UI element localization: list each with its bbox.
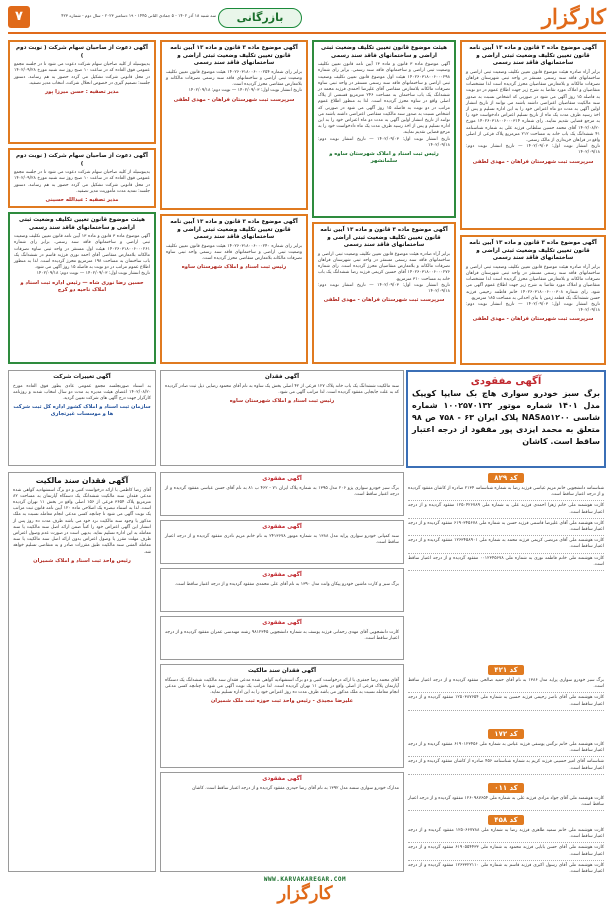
list-item: برگ سبز خودرو سواری پراید مدل ۱۳۸۶ به نام آقای حمید صالحی مفقود گردیده و از درجه اعتبار ساقط است. — [408, 677, 604, 693]
ad-registry-farahan-1 — [460, 40, 606, 230]
ad-title: هیئت موضوع قانون تعیین تکلیف وضعیت ثبتی اراضی و ساختمانهای فاقد سند رسمی — [321, 45, 447, 59]
footer-logo: کارگزار — [277, 883, 333, 904]
newspaper-logo: کارگزار — [541, 4, 606, 29]
ad-signature: سرپرست ثبت شهرستان فراهان - مهدی لطفی — [472, 316, 594, 323]
ad-title: آگهی مفقودی — [262, 524, 302, 530]
ad-title: آگهی فقدان — [264, 374, 300, 380]
list-item: کارت هوشمند ملی خانم فاطمه نوری به شماره ملی ۰۰۱۲۳۴۵۶۷۸ مفقود گردیده و از درجه اعتبار ساقط است. — [408, 555, 604, 571]
ad-lost-6 — [160, 772, 404, 872]
ad-body: کارت دانشجویی آقای مهدی رحمانی فرزند یوسف به شماره دانشجویی ۹۸۱۲۳۴۵ رشته مهندسی عمران مفقود گردیده و از درجه اعتبار ساقط است. — [165, 629, 399, 641]
ad-shareholders-1 — [8, 40, 156, 144]
ad-body: برابر آراء صادره هیئت موضوع قانون تعیین تکلیف وضعیت ثبتی اراضی و ساختمانهای فاقد سند رسمی مستقر در واحد ثبتی شهرستان فراهان تصرفات مالکانه و بلامعارض متقاضیان محرز گردیده است. رای شماره ۱۴۰۲۶۰۳۱۸۰۰۶۰۰۰۲۷۶ آقای حسین کریمی فرزند رضا ششدانگ یک باب خانه به مساحت ۳۱۰ مترمربع. — [318, 251, 450, 282]
ad-title: آگهی مفقودی — [262, 572, 302, 578]
list-item: کارت هوشمند ملی خانم زهرا احمدی فرزند علی به شماره ملی ۱۲۵۰۴۲۶۷۸۹ مفقود گردیده و از درجه اعتبار ساقط است. — [408, 502, 604, 518]
ad-dates: تاریخ انتشار نوبت اول: ۱۴۰۲/۰۹/۰۳ — نوبت دوم: ۱۴۰۲/۰۹/۱۸ — [188, 88, 302, 94]
ad-title: هیئت موضوع قانون تعیین تکلیف وضعیت ثبتی اراضی و ساختمانهای فاقد سند رسمی — [19, 217, 145, 231]
list-item: کارت هوشمند ملی آقای مرتضی کریمی فرزند محمد به شماره ملی ۱۲۶۳۴۵۸۹۰۱ مفقود گردیده و از درجه اعتبار ساقط است. — [408, 537, 604, 553]
ad-title: آگهی مفقودی — [262, 776, 302, 782]
ad-body: آقای محمد رضا جعفری با ارائه درخواست کتبی و دو برگ استشهادیه گواهی شده مدعی فقدان سند مالکیت ششدانگ یک دستگاه آپارتمان پلاک فرعی از اصلی واقع در بخش ۱۱ تهران گردیده است. لذا مراتب یک نوبت آگهی می شود تا چنانچه کسی مدعی انجام معامله نسبت به ملک مذکور می باشد ظرف مدت ده روز اعتراض خود را به این اداره تسلیم نماید. — [165, 677, 399, 695]
list-item: کارت هوشمند ملی آقای جواد مرادی فرزند علی به شماره ملی ۱۲۶۰۹۸۷۶۵۴ مفقود گردیده و از درجه اعتبار ساقط است. — [408, 795, 604, 811]
list-item: کارت هوشمند ملی آقای علیرضا قاسمی فرزند حسن به شماره ملی ۶۱۹۰۳۴۵۶۷۸ مفقود گردیده و از درجه اعتبار ساقط است. — [408, 520, 604, 536]
ad-title: آگهی موضوع ماده ۳ قانون و ماده ۱۳ آیین نامه قانون تعیین تکلیف وضعیت ثبتی اراضی و ساختمانهای فاقد سند رسمی — [469, 45, 597, 67]
code-list-172 — [406, 728, 606, 780]
ad-dates: تاریخ انتشار نوبت اول: ۱۴۰۲/۰۹/۰۳ — تاریخ انتشار نوبت دوم: ۱۴۰۲/۰۹/۱۸ — [466, 302, 600, 314]
ad-dates: تاریخ انتشار نوبت اول: ۱۴۰۲/۰۹/۰۳ — تاریخ انتشار نوبت دوم: ۱۴۰۲/۰۹/۱۸ — [318, 282, 450, 294]
ad-lost-car-kashan — [406, 370, 606, 468]
code-badge: کد ۸۲۹ — [488, 473, 524, 483]
ad-title: آگهی دعوت از صاحبان سهام شرکت ( نوبت دوم ) — [16, 45, 148, 59]
ad-signature: مدیر تصفیه : حسن میرزا پور — [45, 89, 119, 95]
ad-body: سند کمپانی خودرو سواری پراید مدل ۱۳۸۸ به شماره موتور ۲۴۱۳۶۷۸ به نام خانم مریم نادری مفقود گردیده و از درجه اعتبار ساقط است. — [165, 533, 399, 545]
list-item: کارت هوشمند ملی خانم نرگس یوسفی فرزند عباس به شماره ملی ۶۱۹۰۱۲۳۴۵۶ مفقود گردیده و از درجه اعتبار ساقط است. — [408, 741, 604, 757]
ad-body: آقای رضا کاظمی با ارائه درخواست کتبی و دو برگ استشهادیه گواهی شده مدعی فقدان سند مالکیت ششدانگ یک دستگاه آپارتمان به مساحت ۸۲ مترمربع پلاک ۳۶۵۴ فرعی از ۱۵۶ اصلی واقع در بخش ۱۱ تهران گردیده است. لذا به استناد تبصره یک اصلاحی ماده ۱۲۰ آیین نامه قانون ثبت مراتب یک نوبت آگهی می شود تا چنانچه کسی مدعی انجام معامله نسبت به ملک مذکور یا وجود سند مالکیت نزد خود می باشد ظرف مدت ده روز پس از انتشار این آگهی اعتراض خود را کتباً ضمن ارائه اصل سند مالکیت یا سند معامله به این اداره تسلیم نماید. بدیهی است در صورت عدم وصول اعتراض ظرف مهلت مقرر یا وصول اعتراض بدون ارائه اصل سند مالکیت یا سند معامله المثنی سند مالکیت طبق مقررات صادر و به متقاضی تسلیم خواهد شد. — [13, 487, 152, 555]
ad-signature: سرپرست ثبت شهرستان فراهان - مهدی لطفی — [173, 96, 295, 103]
ad-signature: سرپرست ثبت شهرستان فراهان - مهدی لطفی — [472, 158, 594, 165]
ad-lost-4 — [160, 616, 404, 660]
ad-title: آگهی مفقودی — [262, 620, 302, 626]
ad-body: برابر رای شماره ۱۴۰۲۶۰۳۱۸۰۰۶۰۰۰۲۵۴ هیئت موضوع قانون تعیین تکلیف وضعیت ثبتی اراضی و ساختمانهای فاقد سند رسمی تصرفات مالکانه و بلامعارض متقاضی محرز گردیده است. — [166, 69, 303, 88]
ad-dates: تاریخ انتشار نوبت اول: ۱۴۰۲/۰۹/۰۳ — تاریخ انتشار نوبت دوم: ۱۴۰۲/۰۹/۱۸ — [318, 136, 450, 148]
ad-lost-1 — [160, 472, 404, 516]
ad-title: آگهی دعوت از صاحبان سهام شرکت ( نوبت دوم ) — [16, 153, 148, 167]
ad-lost-3 — [160, 568, 404, 612]
ad-body: مدارک خودرو سواری سمند مدل ۱۳۹۲ به نام آقای رضا حیدری مفقود گردیده و از درجه اعتبار ساقط است. کاشان — [192, 785, 399, 791]
ad-registry-farahan-2 — [460, 235, 606, 365]
ad-signature: حسین رضا نوری شاه — رئیس اداره ثبت اسناد و املاک ناحیه دو کرج — [20, 279, 144, 293]
ad-registry-farahan-4 — [160, 40, 308, 210]
ad-body: بدینوسیله از کلیه صاحبان سهام شرکت دعوت می شود تا در جلسه مجمع عمومی فوق العاده که در ساعت ۱۰ صبح روز سه شنبه مورخ ۱۴۰۲/۰۹/۲۸ در محل قانونی شرکت تشکیل می گردد حضور به هم رسانند. دستور جلسه: تصمیم گیری در خصوص انحلال شرکت، انتخاب مدیر تصفیه. — [14, 62, 150, 86]
code-list-011 — [406, 782, 606, 812]
ad-body: به استناد صورتجلسه مجمع عمومی عادی بطور فوق العاده مورخ ۱۴۰۲/۰۸/۲۰ اعضای هیئت مدیره به مدت دو سال انتخاب شدند و روزنامه کارگزار جهت درج آگهی های شرکت تعیین گردید. — [13, 383, 151, 401]
ad-body: برابر رای شماره ۱۴۰۲۶۰۳۱۸۰۰۶۰۰۰۲۴۰ هیئت موضوع قانون تعیین تکلیف وضعیت ثبتی اراضی و ساختمانهای فاقد سند رسمی واحد ثبتی ساوه تصرفات مالکانه بلامعارض متقاضی محرز گردیده است. — [166, 243, 303, 262]
code-badge: کد ۴۵۸ — [488, 815, 524, 825]
ad-body: برگ سبز و کارت ماشین خودرو پیکان وانت مدل ۱۳۹۰ به نام آقای علی محمدی مفقود گردیده و از درجه اعتبار ساقط است. — [174, 581, 399, 587]
ad-deed-loss-tehran — [8, 472, 156, 872]
list-item: شناسنامه آقای امیر حسینی فرزند کریم به شماره شناسنامه ۴۵۶ صادره از کاشان مفقود گردیده و از درجه اعتبار ساقط است. — [408, 758, 604, 774]
ad-title: آگهی تغییرات شرکت — [53, 374, 111, 380]
code-badge: کد ۰۱۱ — [488, 783, 524, 793]
ad-body: آگهی موضوع ماده ۳ قانون و ماده ۱۳ آیین نامه قانون تعیین تکلیف وضعیت ثبتی اراضی و ساختمانهای فاقد سند رسمی. برابر رای شماره ۱۴۰۲۶۰۳۱۸۰۰۶۰۰۰۲۹۸ هیئت اول موضوع قانون تعیین تکلیف وضعیت ثبتی اراضی و ساختمانهای فاقد سند رسمی مستقر در واحد ثبتی ساوه تصرفات مالکانه بلامعارض متقاضی آقای علیرضا احمدی فرزند محمد در ششدانگ یک باب ساختمان به مساحت ۲۴۶ مترمربع قسمتی از پلاک اصلی واقع در ساوه محرز گردیده است. لذا به منظور اطلاع عموم مراتب در دو نوبت به فاصله ۱۵ روز آگهی می شود در صورتی که اشخاص نسبت به صدور سند مالکیت متقاضی اعتراضی داشته باشند می توانند از تاریخ انتشار اولین آگهی به مدت دو ماه اعتراض خود را به این اداره تسلیم و پس از اخذ رسید ظرف مدت یک ماه دادخواست خود را به مرجع قضایی تقدیم نمایند. — [318, 62, 450, 136]
code-list-458 — [406, 814, 606, 874]
lost-notice-body: برگ سبز خودرو سواری هاچ بک سایپا کوییک مدل ۱۴۰۱ شماره موتور ۱۰۰۲۵۷۰۱۳۲ شماره شاسی NAS۸۵۱۲۰۰ پلاک ایران ۶۳ - ۷۵۸ ص ۹۸ متعلق به محمد ایزدی پور مفقود از درجه اعتبار ساقط است. کاشان — [412, 389, 601, 446]
ad-body: برابر آراء صادره هیئت موضوع قانون تعیین تکلیف وضعیت ثبتی اراضی و ساختمانهای فاقد سند رسمی مستقر در واحد ثبتی شهرستان فراهان تصرفات مالکانه و بلامعارض متقاضیان محرز گردیده است لذا مشخصات متقاضیان و املاک مورد تقاضا به شرح زیر جهت اطلاع عموم آگهی می شود. رای شماره ۱۴۰۲۶۰۳۱۸۰۰۶۰۰۰۳۰۸ خانم فاطمه رحیمی فرزند حسن ششدانگ یک قطعه زمین با بنای احداثی به مساحت ۱۸۵ مترمربع. — [466, 264, 600, 301]
ad-dates: تاریخ انتشار نوبت اول: ۱۴۰۲/۰۹/۰۳ — نوبت دوم: ۱۴۰۲/۰۹/۱۸ — [36, 271, 150, 277]
ad-deed-loss-shemiran — [160, 664, 404, 768]
ad-title: آگهی فقدان سند مالکیت — [247, 668, 317, 674]
footer-url[interactable]: WWW.KARVAKAREGAR.COM — [263, 876, 347, 883]
list-item: کارت هوشمند ملی آقای ناصر رحیمی فرزند حسین به شماره ملی ۱۲۵۰۳۸۷۶۵۴ مفقود گردیده و از درجه اعتبار ساقط است. — [408, 694, 604, 710]
list-item: کارت هوشمند ملی آقای رسول اکبری فرزند قاسم به شماره ملی ۱۲۶۳۳۲۲۱۱۰ مفقود گردیده و از درجه اعتبار ساقط است. — [408, 862, 604, 874]
ad-body: سند مالکیت ششدانگ یک باب خانه پلاک ۱۲۷ فرعی از ۴۲ اصلی بخش یک ساوه به نام آقای محمود رضایی ذیل ثبت صادر گردیده که به علت جابجایی مفقود گردیده است. لذا مراتب آگهی می شود. — [165, 383, 400, 395]
ad-registry-saveh — [312, 40, 456, 218]
ad-body: بدینوسیله از کلیه صاحبان سهام شرکت دعوت می شود تا در جلسه مجمع عمومی فوق العاده که در ساعت ۱۰ صبح روز سه شنبه مورخ ۱۴۰۲/۰۹/۲۸ در محل قانونی شرکت تشکیل می گردد حضور به هم رسانند. دستور جلسه: تمدید مدت مأموریت مدیر تصفیه. — [14, 170, 150, 194]
ad-signature: سازمان ثبت اسناد و املاک کشور اداره کل ثبت شرکت ها و موسسات غیرتجاری — [13, 404, 151, 418]
ad-company-changes — [8, 370, 156, 466]
code-badge: کد ۴۲۱ — [488, 665, 524, 675]
ad-signature: سرپرست ثبت شهرستان فراهان - مهدی لطفی — [323, 297, 445, 304]
ad-title: آگهی موضوع ماده ۳ قانون و ماده ۱۳ آیین نامه قانون تعیین تکلیف وضعیت ثبتی اراضی و ساختمانهای فاقد سند رسمی — [469, 240, 597, 262]
ad-signature: مدیر تصفیه : عبدالله حسینی — [45, 197, 119, 203]
page-footer — [150, 876, 460, 912]
code-badge: کد ۱۷۲ — [488, 729, 524, 739]
ad-signature: رئیس ثبت اسناد و املاک شهرستان ساوه — [181, 264, 287, 271]
ad-signature: رئیس ثبت اسناد و املاک شهرستان ساوه و سلمانشهر — [329, 151, 439, 165]
ad-registry-farahan-5 — [160, 214, 308, 364]
lost-notice-title: آگهی مفقودی — [470, 376, 542, 387]
ad-body: آگهی موضوع ماده ۳ قانون و ماده ۱۳ آیین نامه قانون تعیین تکلیف وضعیت ثبتی اراضی و ساختمانهای فاقد سند رسمی. برابر رای شماره ۱۴۰۲۶۰۳۱۸۰۰۶۰۰۰۲۶۱ هیئت اول مستقر در واحد ثبتی ساوه تصرفات مالکانه بلامعارض متقاضی آقای احمد نوری فرزند قاسم در ششدانگ یک باب ساختمان به مساحت ۱۹۸ مترمربع محرز گردیده است. لذا به منظور اطلاع عموم مراتب در دو نوبت به فاصله ۱۵ روز آگهی می شود. — [14, 234, 151, 271]
ad-title: آگهی فقدان سند مالکیت — [35, 476, 129, 485]
ad-registry-farahan-3 — [312, 222, 456, 364]
page-number: ۷ — [8, 6, 30, 28]
ad-signature: علیرضا مجیدی - رئیس واحد ثبت حوزه ثبت ملک شمیران — [210, 698, 354, 705]
ad-body: برابر آراء صادره هیئت موضوع قانون تعیین تکلیف وضعیت ثبتی اراضی و ساختمانهای فاقد سند رسمی مستقر در واحد ثبتی شهرستان فراهان تصرفات مالکانه و بلامعارض متقاضیان محرز گردیده است لذا مشخصات متقاضیان و املاک مورد تقاضا به شرح زیر جهت اطلاع عموم در دو نوبت به فاصله ۱۵ روز آگهی می شود در صورتی که اشخاص نسبت به صدور سند مالکیت متقاضیان اعتراضی داشته باشند می توانند از تاریخ انتشار اولین آگهی به مدت دو ماه اعتراض خود را به این اداره تسلیم و پس از اخذ رسید ظرف مدت یک ماه از تاریخ تسلیم اعتراض دادخواست خود را به مرجع قضایی تقدیم نمایند. رای شماره ۱۴۰۲۶۰۳۱۸۰۰۶۰۰۰۳۱۴ مورخ ۱۴۰۲/۰۸/۲۰ آقای محمد حسین سلطانی فرزند علی به شماره شناسنامه ۴۱ ششدانگ یک باب خانه به مساحت ۲۱۲ مترمربع پلاک فرعی از اصلی واقع در فراهان خریداری از مالک رسمی. — [466, 69, 600, 144]
ad-title: آگهی مفقودی — [262, 476, 302, 482]
list-item: شناسنامه دانشجویی خانم مریم عباسی فرزند رضا به شماره شناسنامه ۲۱۳۴ صادره از کاشان مفقود گردیده و از درجه اعتبار ساقط است. — [408, 485, 604, 501]
ad-dates: تاریخ انتشار نوبت اول: ۱۴۰۲/۰۹/۰۳ — تاریخ انتشار نوبت دوم: ۱۴۰۲/۰۹/۱۸ — [466, 144, 600, 156]
ad-deed-loss-saveh — [160, 370, 404, 466]
ad-title: آگهی موضوع ماده ۳ قانون و ماده ۱۳ آیین نامه قانون تعیین تکلیف وضعیت ثبتی اراضی و ساختمانهای فاقد سند رسمی — [170, 219, 298, 241]
ad-registry-karaj — [8, 212, 156, 364]
list-item: کارت هوشمند ملی خانم سمیه طاهری فرزند رضا به شماره ملی ۱۲۵۰۶۶۷۷۸۸ مفقود گردیده و از درجه اعتبار ساقط است. — [408, 827, 604, 843]
ad-title: آگهی موضوع ماده ۳ قانون و ماده ۱۳ آیین نامه قانون تعیین تکلیف وضعیت ثبتی اراضی و ساختمانهای فاقد سند رسمی — [170, 45, 298, 67]
ad-shareholders-dissolution — [8, 148, 156, 208]
code-list-421 — [406, 664, 606, 726]
ad-signature: رئیس واحد ثبت اسناد و املاک شمیران — [33, 557, 131, 564]
ad-body: برگ سبز خودرو سواری پژو ۲۰۶ مدل ۱۳۹۵ به شماره پلاک ایران ۷۱ - ۴۶۲ ب ۸۱ به نام آقای حسن عباسی مفقود گردیده و از درجه اعتبار ساقط است. — [165, 485, 399, 497]
ad-lost-2 — [160, 520, 404, 564]
ad-signature: رئیس ثبت اسناد و املاک شهرستان ساوه — [229, 398, 335, 404]
ad-title: آگهی موضوع ماده ۳ قانون و ماده ۱۳ آیین نامه قانون تعیین تکلیف وضعیت ثبتی اراضی و ساختمانهای فاقد سند رسمی — [320, 227, 448, 249]
issue-date-line: سه شنبه ۱۸ آذر ۱۴۰۲ - ۵ جمادی الثانی ۱۴۴۵ - ۱۹ دسامبر ۲۰۲۳ - سال دوم - شماره ۴۲۳ — [61, 13, 216, 18]
masthead — [8, 4, 606, 34]
list-item: کارت هوشمند ملی آقای حسن بابایی فرزند محمود به شماره ملی ۶۱۹۰۵۵۴۴۳۳ مفقود گردیده و از درجه اعتبار ساقط است. — [408, 844, 604, 860]
code-list-829 — [406, 472, 606, 662]
section-tag: بازرگانی — [218, 8, 302, 28]
